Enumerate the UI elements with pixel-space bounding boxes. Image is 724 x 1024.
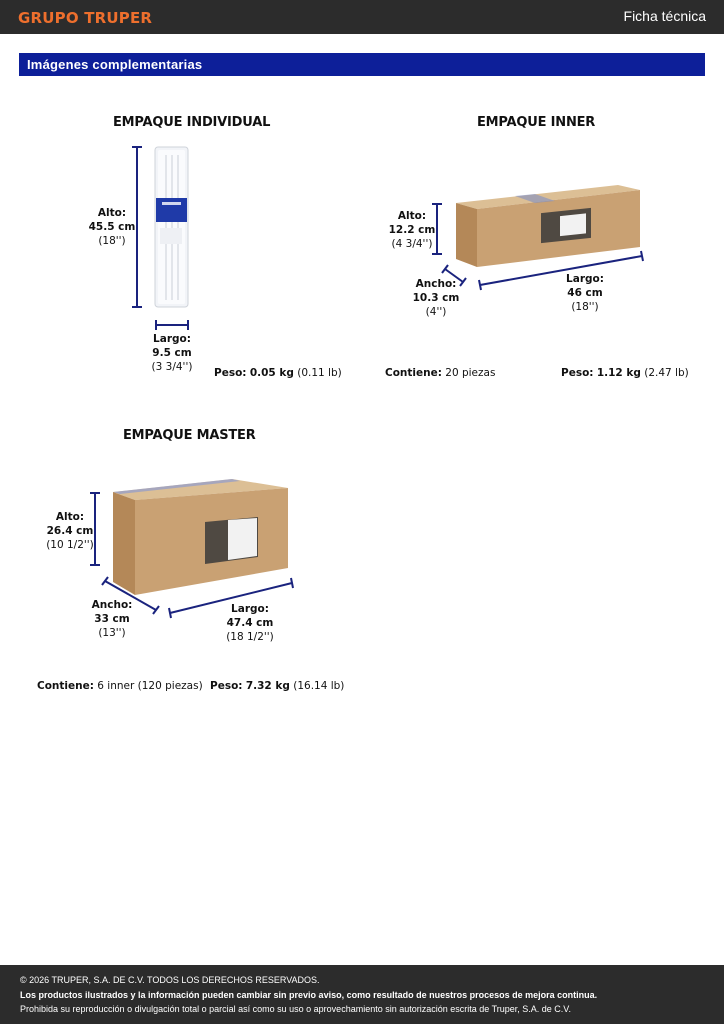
individual-heading: EMPAQUE INDIVIDUAL <box>113 115 271 130</box>
brand-logo: GRUPO TRUPER <box>18 9 153 27</box>
inner-alto-inches: (4 3/4'') <box>391 238 433 250</box>
master-ancho-dimension <box>86 598 138 640</box>
individual-peso-label: Peso: <box>214 367 247 379</box>
master-heading: EMPAQUE MASTER <box>123 428 256 443</box>
individual-peso-value: 0.05 kg <box>249 367 294 379</box>
individual-largo-value: 9.5 cm <box>152 347 192 359</box>
inner-peso-lb: (2.47 lb) <box>644 367 689 379</box>
master-alto-label: Alto: <box>55 511 85 523</box>
inner-largo-value: 46 cm <box>567 287 603 299</box>
inner-largo-label: Largo: <box>566 273 604 285</box>
inner-peso-label: Peso: <box>561 367 594 379</box>
master-contiene <box>37 680 203 692</box>
master-alto-dimension <box>44 510 96 552</box>
individual-alto-label: Alto: <box>97 207 127 219</box>
footer-notice: Los productos ilustrados y la información pueden cambiar sin previo aviso, como resultado de nuestros procesos de mejora continua. <box>20 990 598 1000</box>
master-peso-lb: (16.14 lb) <box>293 680 345 692</box>
inner-contiene-label: Contiene: <box>385 367 442 379</box>
master-contiene-label: Contiene: <box>37 680 94 692</box>
section-title: Imágenes complementarias <box>27 57 203 72</box>
inner-contiene-value: 20 piezas <box>445 367 496 379</box>
individual-largo-label: Largo: <box>153 333 191 345</box>
master-ancho-inches: (13'') <box>98 627 126 639</box>
master-largo-inches: (18 1/2'') <box>226 631 274 643</box>
master-largo-dimension <box>222 602 278 644</box>
master-peso-label: Peso: <box>210 680 243 692</box>
master-ancho-value: 33 cm <box>94 613 130 625</box>
master-contiene-value: 6 inner (120 piezas) <box>97 680 203 692</box>
document-type-label: Ficha técnica <box>623 8 706 24</box>
footer <box>0 965 724 1024</box>
master-largo-label: Largo: <box>231 603 269 615</box>
inner-ancho-value: 10.3 cm <box>412 292 460 304</box>
inner-alto-label: Alto: <box>397 210 427 222</box>
inner-ancho-inches: (4'') <box>425 306 447 318</box>
inner-peso-value: 1.12 kg <box>596 367 641 379</box>
footer-copyright: © 2026 TRUPER, S.A. DE C.V. TODOS LOS DERECHOS RESERVADOS. <box>20 975 320 985</box>
inner-ancho-label: Ancho: <box>415 278 457 290</box>
inner-alto-value: 12.2 cm <box>388 224 436 236</box>
footer-prohibition: Prohibida su reproducción o divulgación total o parcial así como su uso o aprovechamiento sin autorización escrita de Truper, S.A. de C.V. <box>20 1004 571 1014</box>
individual-alto-inches: (18'') <box>98 235 126 247</box>
master-largo-value: 47.4 cm <box>226 617 274 629</box>
master-ancho-label: Ancho: <box>91 599 133 611</box>
individual-largo-inches: (3 3/4'') <box>151 361 193 373</box>
individual-peso-lb: (0.11 lb) <box>297 367 342 379</box>
master-peso <box>210 680 344 692</box>
individual-alto-value: 45.5 cm <box>88 221 136 233</box>
master-alto-value: 26.4 cm <box>46 525 94 537</box>
inner-heading: EMPAQUE INNER <box>477 115 596 130</box>
inner-largo-inches: (18'') <box>571 301 599 313</box>
master-alto-inches: (10 1/2'') <box>46 539 94 551</box>
master-peso-value: 7.32 kg <box>245 680 290 692</box>
